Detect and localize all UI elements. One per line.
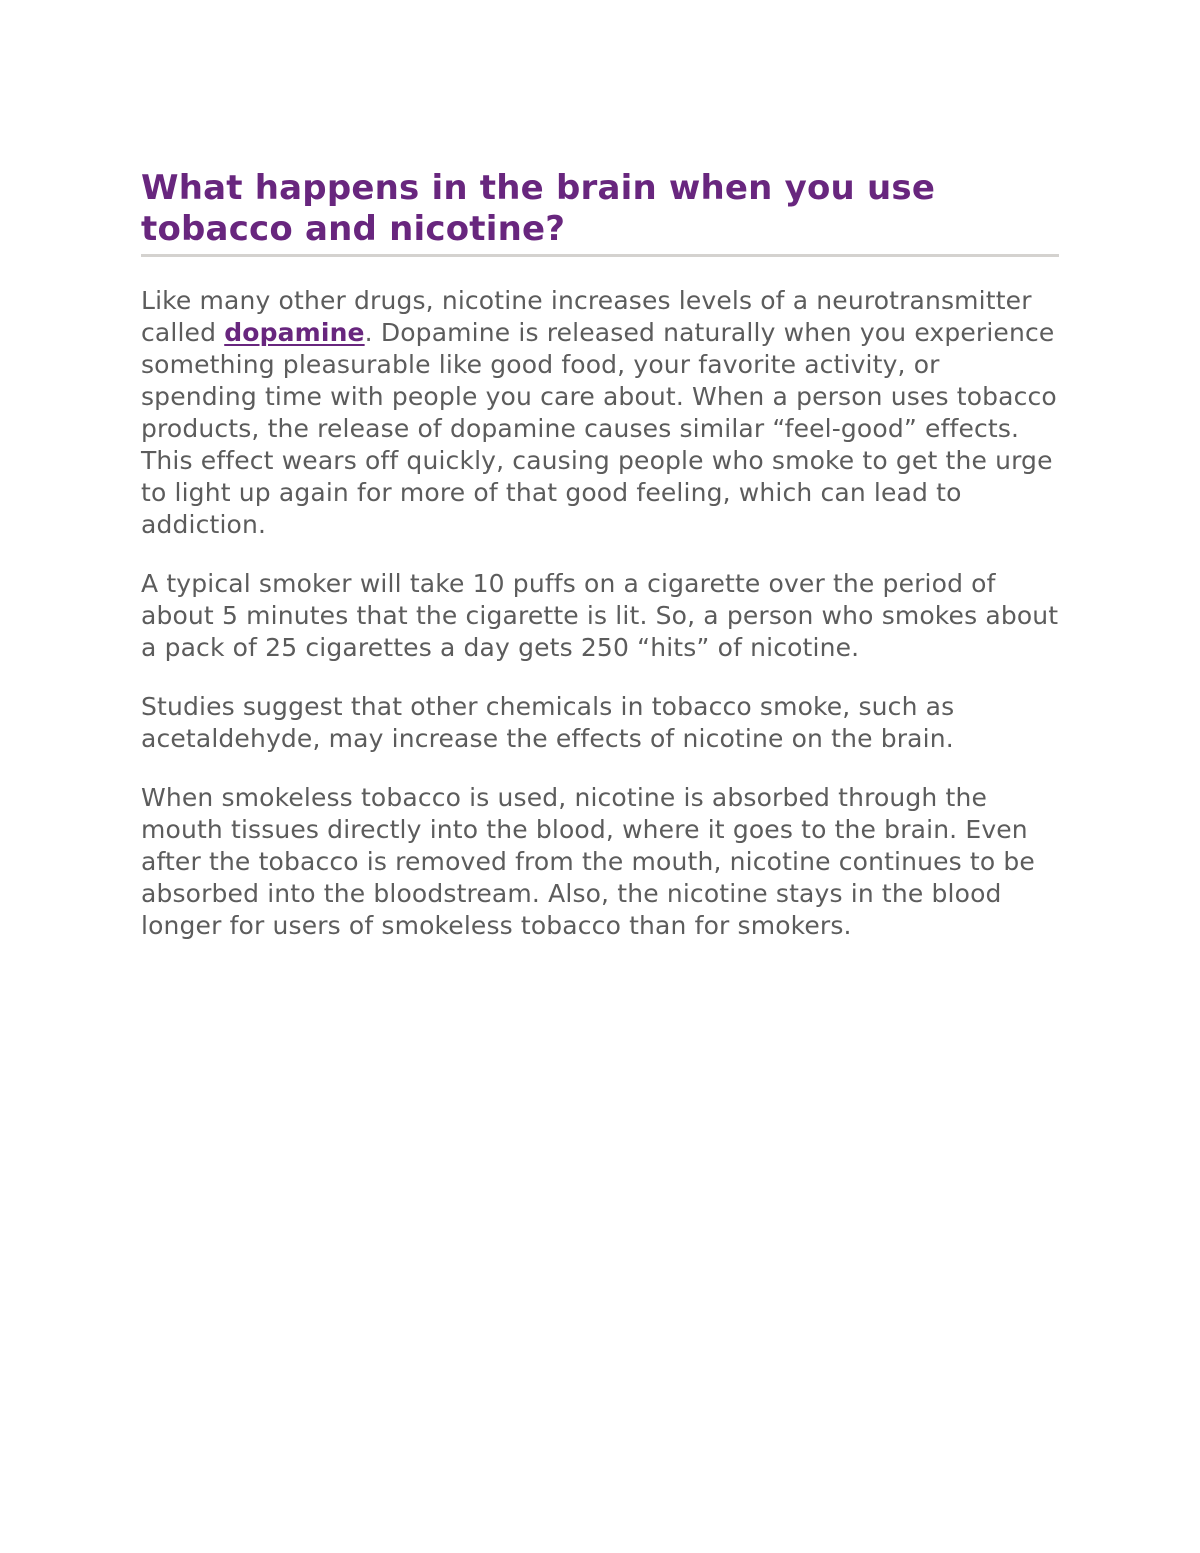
- dopamine-link[interactable]: dopamine: [224, 318, 365, 347]
- paragraph-dopamine: [141, 285, 1059, 541]
- document-content: [141, 168, 1059, 969]
- paragraph-puffs: A typical smoker will take 10 puffs on a cigarette over the period of about 5 minutes that the cigarette is lit. So, a person who smokes about a pack of 25 cigarettes a day gets 250 “hits” of nicotine.: [141, 569, 1059, 662]
- title-divider: [141, 254, 1059, 257]
- paragraph-chemicals: Studies suggest that other chemicals in tobacco smoke, such as acetaldehyde, may increase the effects of nicotine on the brain.: [141, 692, 955, 753]
- paragraph-smokeless: When smokeless tobacco is used, nicotine is absorbed through the mouth tissues directly into the blood, where it goes to the brain. Even after the tobacco is removed from the mouth, nicotine continues to be absorbed into the bloodstream. Also, the nicotine stays in the blood longer for users of smokeless tobacco than for smokers.: [141, 783, 1035, 940]
- paragraph-1-text-after-link: . Dopamine is released naturally when you experience something pleasurable like good food, your favorite activity, or spending time with people you care about. When a person uses tobacco products, the release of dopamine causes similar “feel-good” effects. This effect wears off quickly, causing people who smoke to get the urge to light up again for more of that good feeling, which can lead to addiction.: [141, 318, 1057, 539]
- document-title: What happens in the brain when you use tobacco and nicotine?: [141, 168, 936, 249]
- paragraph-1-text-before-link: Like many other drugs, nicotine increases levels of a neurotransmitter called: [141, 286, 1032, 347]
